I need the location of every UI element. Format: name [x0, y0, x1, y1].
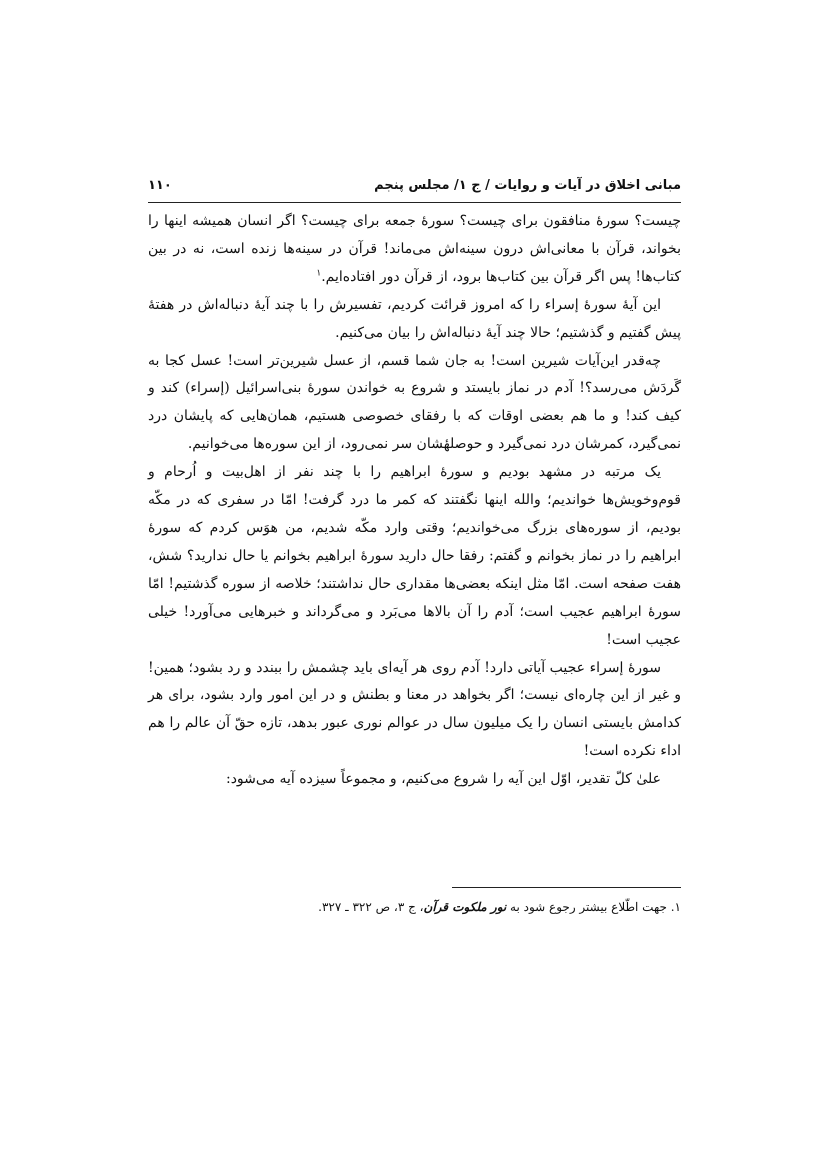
paragraph-4: یک مرتبه در مشهد بودیم و سورهٔ ابراهیم را با چند نفر از اهل‌بیت و اُرحام و قوم‌وخویش‌ها خواندیم؛ والله اینها نگفتند که کمر ما درد گرفت! امّا در سفری که در مکّه بودیم، از سوره‌های بزرگ می‌خواندیم؛ وقتی وارد مکّه شدیم، من هوَس کردم که سورهٔ ابراهیم را در نماز بخوانم و گفتم: رفقا حال دارید سورهٔ ابراهیم بخوانم یا حال ندارید؟ شش، هفت صفحه است. امّا مثل اینکه بعضی‌ها مقداری حال نداشتند؛ خلاصه از سوره گذشتیم! امّا سورهٔ ابراهیم عجیب است؛ آدم را آن بالاها می‌بَرد و می‌گرداند و خبرهایی می‌آورد! خیلی عجیب است! — [148, 464, 681, 648]
paragraph-text: چیست؟ سورهٔ منافقون برای چیست؟ سورهٔ جمعه برای چیست؟ اگر انسان همیشه اینها را بخواند، قرآن با معانی‌اش درون سینه‌اش می‌ماند! قرآن در سینه‌ها زنده است، نه در بین کتاب‌ها! پس اگر قرآن بین کتاب‌ها برود، از قرآن دور افتاده‌ایم. — [148, 213, 681, 285]
running-header — [148, 174, 681, 200]
paragraph-3: چه‌قدر این‌آیات شیرین است! به جان شما قسم، از عسل شیرین‌تر است! عسل کجا به گَردَش می‌رسد؟! آدم در نماز بایستد و شروع به خواندن سورهٔ بنی‌اسرائیل (إسراء) کند و کیف کند! و ما هم بعضی اوقات که با رفقای خصوصی هستیم، همان‌هایی که پایشان درد نمی‌گیرد، کمرشان درد نمی‌گیرد و حوصلهٔشان سر نمی‌رود، از این سوره‌ها می‌خوانیم. — [148, 352, 681, 453]
page-number: ۱۱۰ — [148, 178, 172, 193]
paragraph-5: سورهٔ إسراء عجیب آیاتی دارد! آدم روی هر آیه‌ای باید چشمش را ببندد و رد بشود؛ همین! و غیر از این چاره‌ای نیست؛ اگر بخواهد در معنا و بطنش و در این امور وارد بشود، برای هر کدامش بایستی انسان را یک میلیون سال در عوالم نوری عبور بدهد، تازه حقّ آن عالم را هم اداء نکرده است! — [148, 659, 681, 760]
footnote-suffix: ، ج ۳، ص ۳۲۲ ـ ۳۲۷. — [318, 900, 424, 914]
header-divider — [148, 202, 681, 203]
paragraph-1 — [148, 208, 681, 292]
body-text — [148, 208, 681, 794]
paragraph-6: علیٰ کلّ تقدیر، اوّل این آیه را شروع می‌کنیم، و مجموعاً سیزده آیه می‌شود: — [225, 771, 661, 788]
footnote-book-title: نور ملکوت قرآن — [423, 900, 507, 914]
paragraph-2: این آیهٔ سورهٔ إسراء را که امروز قرائت کردیم، تفسیرش را با چند آیهٔ دنباله‌اش در هفتهٔ پیش گفتیم و گذشتیم؛ حالا چند آیهٔ دنباله‌اش را بیان می‌کنیم. — [148, 296, 681, 341]
footnote-prefix: ۱. جهت اطّلاع بیشتر رجوع شود به — [506, 900, 681, 914]
footnote — [148, 897, 681, 917]
header-title: مبانی اخلاق در آیات و روایات / ج ۱/ مجلس پنجم — [374, 178, 681, 193]
footnote-reference[interactable]: ۱ — [316, 268, 322, 279]
footnote-divider — [452, 887, 681, 888]
